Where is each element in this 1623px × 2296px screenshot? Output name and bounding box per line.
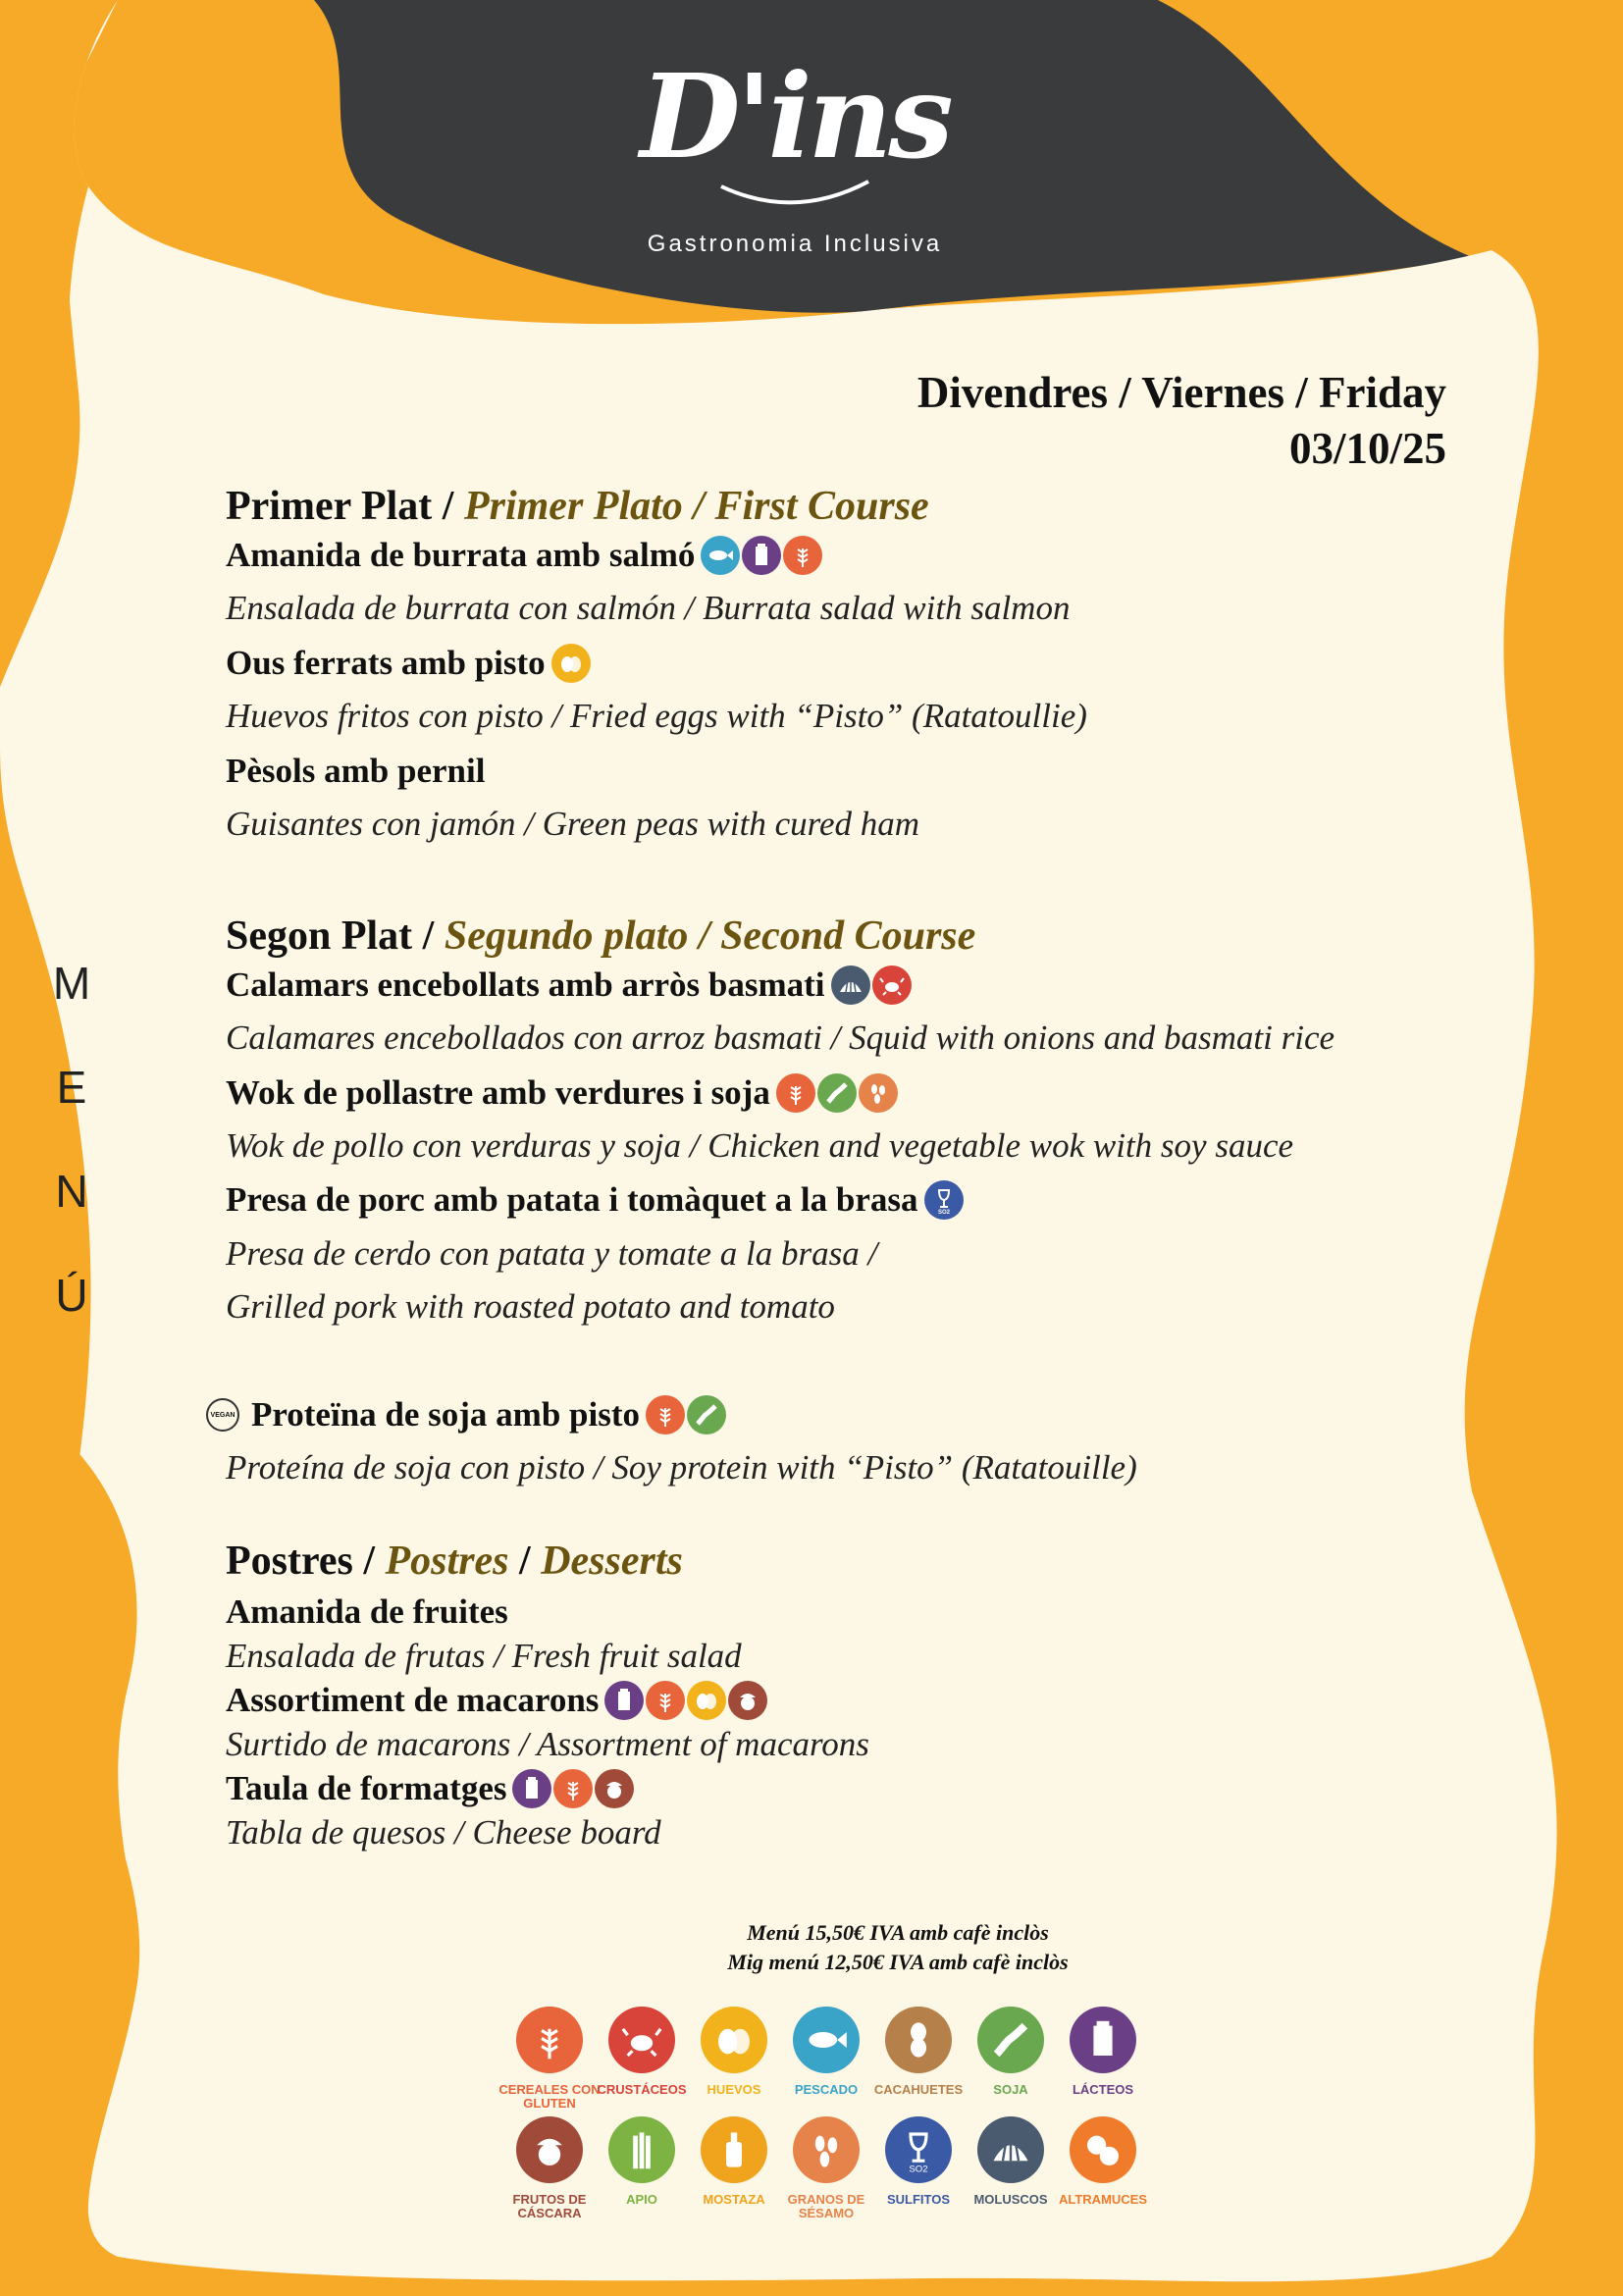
legend-label: CRUSTÁCEOS [597,2082,687,2097]
allergen-icons [510,1769,634,1808]
dish-name: Amanida de fruites [226,1592,508,1631]
svg-text:SO2: SO2 [937,1210,950,1215]
side-menu-label [47,957,96,1373]
huevos-icon [687,1681,726,1720]
legend-label: ALTRAMUCES [1058,2192,1148,2207]
sesamo-icon [793,2116,860,2183]
logo-wordmark: D'ins [640,48,950,184]
section-title-first: Primer Plat / Primer Plato / First Course [226,484,929,529]
day-label: Divendres / Viernes / Friday [916,368,1446,417]
cereales-icon [516,2007,583,2073]
dish-name: Ous ferrats amb pisto [226,644,591,683]
legend-label: SOJA [993,2082,1028,2097]
sulfitos-icon [885,2116,952,2183]
legend-label: HUEVOS [707,2082,761,2097]
moluscos-icon [977,2116,1044,2183]
date-label: 03/10/25 [1288,424,1446,473]
cereales-icon [783,536,822,575]
soja-icon [817,1073,857,1113]
cereales-icon [646,1395,685,1435]
dish-description: Huevos fritos con pisto / Fried eggs with “Pisto” (Ratatoullie) [226,697,1087,735]
dish-description: Tabla de quesos / Cheese board [226,1813,661,1852]
altramuces-icon [1070,2116,1136,2183]
logo [579,48,1011,265]
moluscos-icon [831,965,870,1005]
smile-icon [716,177,873,216]
crustaceos-icon [608,2007,675,2073]
price-info [677,1918,1119,1977]
dish-name: Assortiment de macarons [226,1681,767,1720]
frutos-icon [516,2116,583,2183]
legend-label: MOLUSCOS [973,2192,1048,2207]
side-letter: N [55,1166,88,1217]
allergen-icons [602,1681,767,1720]
legend-label: PESCADO [794,2082,859,2097]
dish-name: Presa de porc amb patata i tomàquet a la brasa SO2 [226,1180,964,1220]
vegan-badge-icon: VEGAN [206,1398,239,1432]
logo-subtitle: Gastronomia Inclusiva [647,231,943,257]
dish-name: Taula de formatges [226,1769,634,1808]
cereales-icon [646,1681,685,1720]
allergen-icons [644,1395,726,1435]
side-letter: M [52,958,91,1009]
pescado-icon [793,2007,860,2073]
allergen-icons [699,536,822,575]
side-letter: Ú [55,1270,88,1321]
legend-label: APIO [626,2192,657,2207]
soja-icon [687,1395,726,1435]
dish-description: Ensalada de frutas / Fresh fruit salad [226,1637,742,1675]
apio-icon [608,2116,675,2183]
dish-description: Presa de cerdo con patata y tomate a la brasa / [226,1234,878,1273]
legend-label: MOSTAZA [703,2192,765,2207]
huevos-icon [701,2007,767,2073]
frutos-icon [595,1769,634,1808]
menu-date [917,365,1446,477]
dish-description: Calamares encebollados con arroz basmati / Squid with onions and basmati rice [226,1018,1335,1057]
dish-name-vegan: VEGAN Proteïna de soja amb pisto [206,1395,726,1435]
price-full: Menú 15,50€ IVA amb cafè inclòs [747,1920,1049,1945]
lacteos-icon [1070,2007,1136,2073]
mostaza-icon [701,2116,767,2183]
dish-name: Wok de pollastre amb verdures i soja [226,1073,898,1113]
dish-name: Calamars encebollats amb arròs basmati [226,965,912,1005]
section-title-desserts: Postres / Postres / Desserts [226,1539,683,1584]
crustaceos-icon [872,965,912,1005]
legend-label: CEREALES CON GLUTEN [498,2082,601,2111]
legend-item-altramuces [1049,2116,1157,2207]
svg-text:SO2: SO2 [909,2164,928,2173]
dish-name: Pèsols amb pernil [226,752,486,790]
section-title-second: Segon Plat / Segundo plato / Second Course [226,913,976,959]
pescado-icon [701,536,740,575]
legend-label: GRANOS DE SÉSAMO [787,2192,865,2220]
lacteos-icon [742,536,781,575]
side-letter: E [56,1062,87,1113]
legend-label: CACAHUETES [873,2082,964,2097]
dish-description: Surtido de macarons / Assortment of macarons [226,1725,869,1763]
sesamo-icon [859,1073,898,1113]
legend-item-lacteos [1049,2007,1157,2097]
dish-description: Guisantes con jamón / Green peas with cured ham [226,805,920,843]
legend-label: SULFITOS [886,2192,951,2207]
cacahuetes-icon [885,2007,952,2073]
cereales-icon [553,1769,593,1808]
dish-description: Wok de pollo con verduras y soja / Chicken and vegetable wok with soy sauce [226,1126,1294,1165]
dish-description: Ensalada de burrata con salmón / Burrata salad with salmon [226,589,1071,627]
dish-description: Proteína de soja con pisto / Soy protein with “Pisto” (Ratatouille) [226,1448,1137,1487]
allergen-icons [829,965,912,1005]
allergen-icons [922,1180,964,1220]
dish-name: Amanida de burrata amb salmó [226,536,822,575]
lacteos-icon [512,1769,551,1808]
price-half: Mig menú 12,50€ IVA amb cafè inclòs [727,1950,1069,1974]
soja-icon [977,2007,1044,2073]
cereales-icon [776,1073,815,1113]
frutos-icon [728,1681,767,1720]
lacteos-icon [604,1681,644,1720]
legend-label: LÁCTEOS [1072,2082,1134,2097]
allergen-icons [774,1073,898,1113]
allergen-icons [550,644,591,683]
huevos-icon [551,644,591,683]
sulfitos-icon [924,1180,964,1220]
dish-description: Grilled pork with roasted potato and tomato [226,1287,835,1326]
legend-label: FRUTOS DE CÁSCARA [512,2192,587,2220]
